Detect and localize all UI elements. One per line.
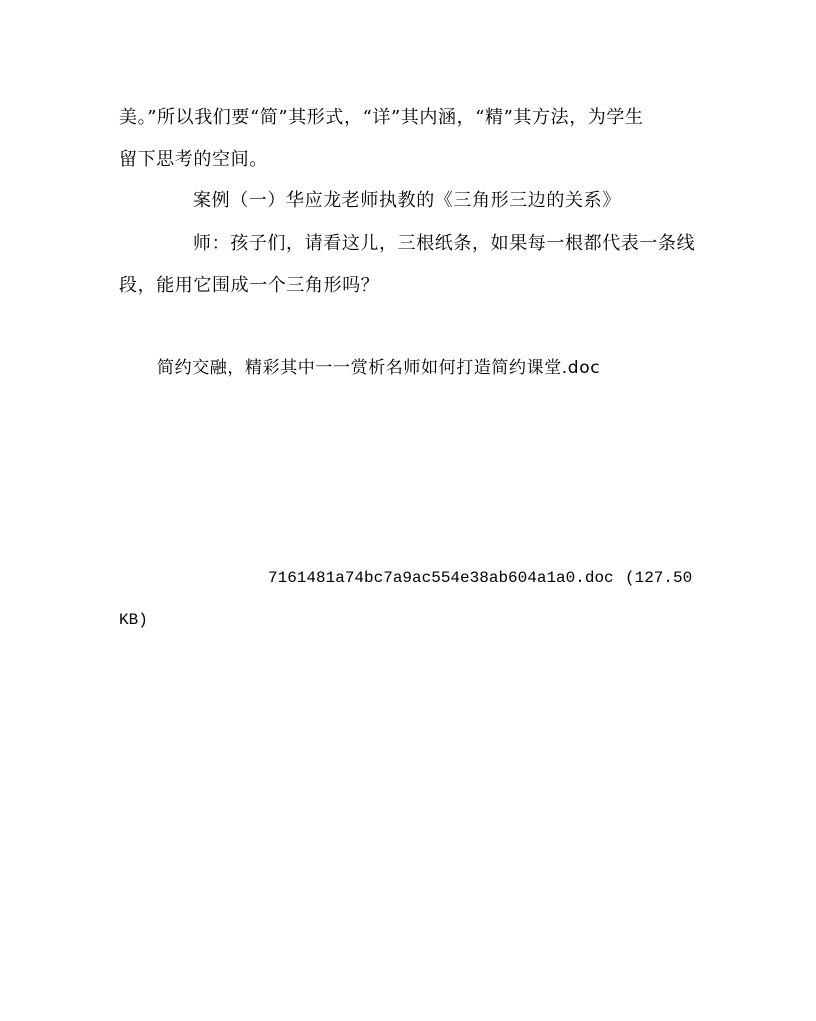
paragraph-line-1: 美。”所以我们要“简”其形式，“详”其内涵，“精”其方法，为学生	[119, 107, 644, 128]
attachment-size: (127.50	[625, 569, 693, 587]
teacher-quote-line-1: 师：孩子们，请看这儿，三根纸条，如果每一根都代表一条线	[193, 233, 696, 254]
file-title: 简约交融，精彩其中一一赏析名师如何打造简约课堂.doc	[157, 358, 601, 378]
attachment-filename[interactable]: 7161481a74bc7a9ac554e38ab604a1a0.doc	[268, 569, 614, 587]
paragraph-line-2: 留下思考的空间。	[119, 149, 268, 170]
attachment-size-unit: KB)	[119, 611, 148, 629]
teacher-quote-line-2: 段，能用它围成一个三角形吗？	[119, 275, 380, 296]
case-heading: 案例（一）华应龙老师执教的《三角形三边的关系》	[193, 190, 621, 211]
